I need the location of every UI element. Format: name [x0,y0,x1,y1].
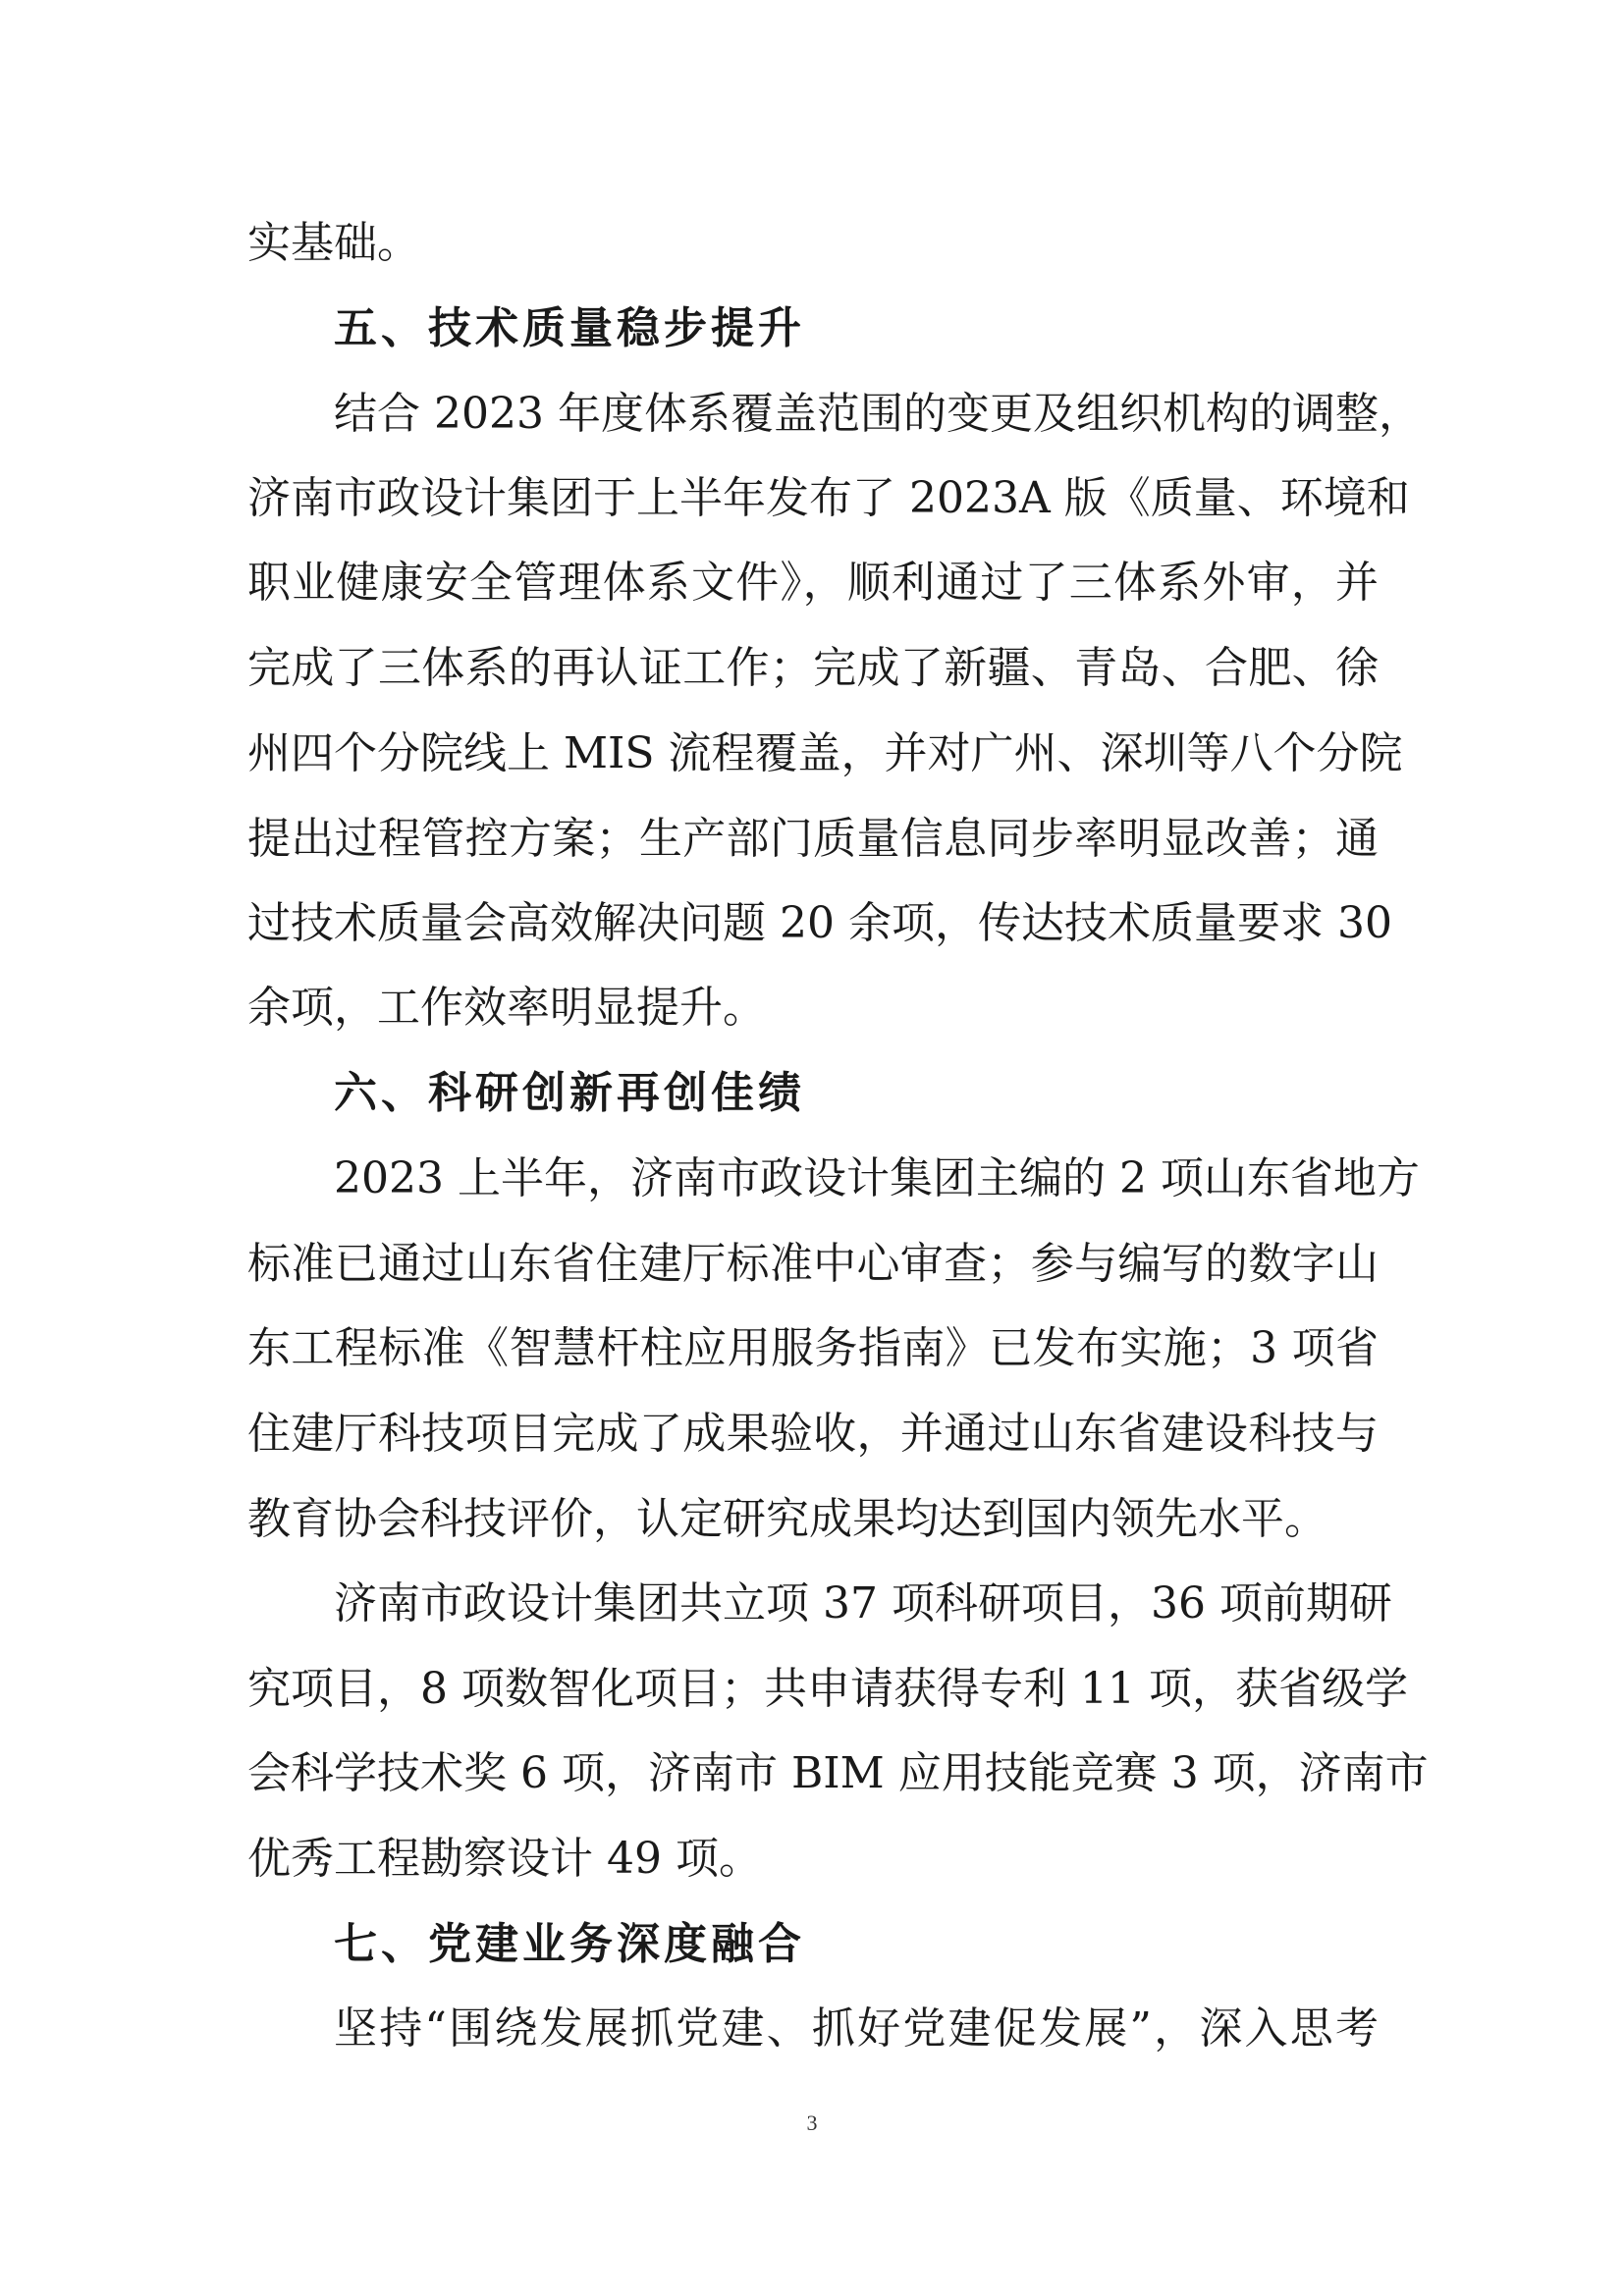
paragraph-line: 住建厅科技项目完成了成果验收，并通过山东省建设科技与 [247,1409,1379,1459]
page-number: 3 [806,2110,818,2135]
paragraph-line: 余项，工作效率明显提升。 [247,983,766,1033]
paragraph-line: 标准已通过山东省住建厅标准中心审查；参与编写的数字山 [247,1239,1379,1289]
paragraph-line: 东工程标准《智慧杆柱应用服务指南》已发布实施；3 项省 [247,1323,1379,1373]
paragraph-line: 职业健康安全管理体系文件》，顺利通过了三体系外审，并 [247,558,1379,608]
paragraph-line: 2023 上半年，济南市政设计集团主编的 2 项山东省地方 [334,1153,1420,1203]
paragraph-line: 结合 2023 年度体系覆盖范围的变更及组织机构的调整， [334,389,1422,439]
paragraph-line: 会科学技术奖 6 项，济南市 BIM 应用技能竞赛 3 项，济南市 [247,1748,1429,1798]
paragraph-line: 坚持“围绕发展抓党建、抓好党建促发展”，深入思考 [334,2003,1379,2054]
section-heading-6: 六、科研创新再创佳绩 [334,1068,805,1118]
paragraph-line: 优秀工程勘察设计 49 项。 [247,1834,762,1884]
paragraph-line: 教育协会科技评价，认定研究成果均达到国内领先水平。 [247,1494,1327,1544]
paragraph-line: 完成了三体系的再认证工作；完成了新疆、青岛、合肥、徐 [247,643,1379,693]
paragraph-line: 提出过程管控方案；生产部门质量信息同步率明显改善；通 [247,814,1379,864]
paragraph-line: 济南市政设计集团共立项 37 项科研项目，36 项前期研 [334,1578,1392,1629]
paragraph-line: 过技术质量会高效解决问题 20 余项，传达技术质量要求 30 [247,898,1392,948]
paragraph-line: 济南市政设计集团于上半年发布了 2023A 版《质量、环境和 [247,473,1410,523]
section-heading-7: 七、党建业务深度融合 [334,1919,805,1969]
paragraph-line: 州四个分院线上 MIS 流程覆盖，并对广州、深圳等八个分院 [247,728,1403,778]
paragraph-line: 实基础。 [247,218,420,268]
section-heading-5: 五、技术质量稳步提升 [334,303,805,353]
paragraph-line: 究项目，8 项数智化项目；共申请获得专利 11 项，获省级学 [247,1664,1408,1714]
